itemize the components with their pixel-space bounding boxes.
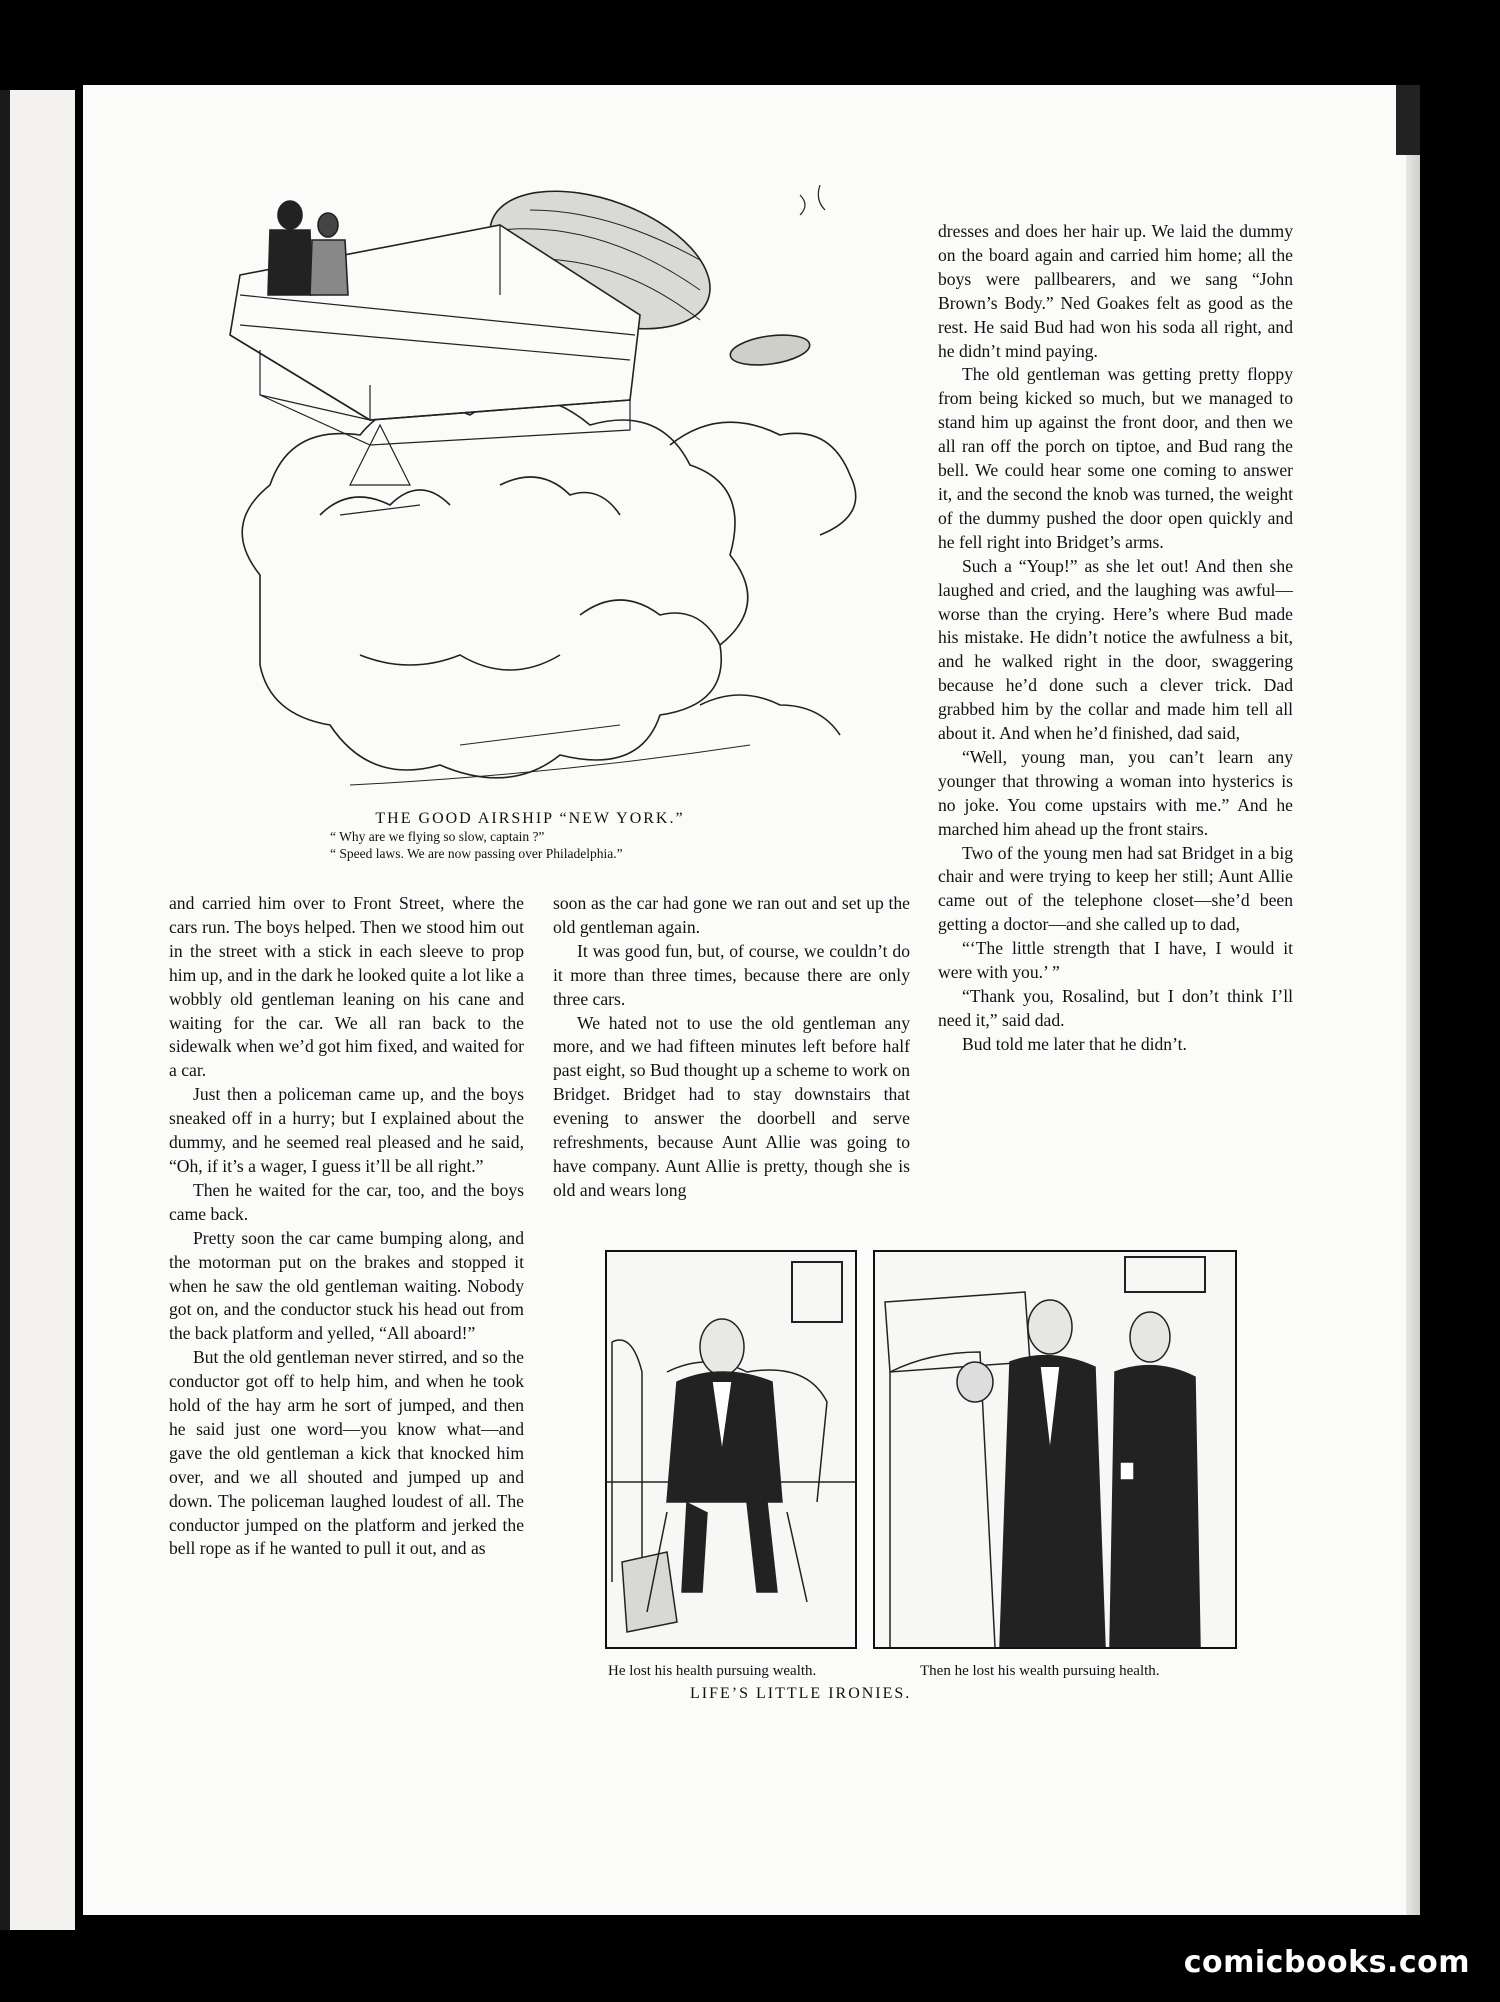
airship-caption <box>330 810 890 862</box>
paragraph: But the old gentleman never stirred, and so the conductor got off to help him, and when he took hold of the hay arm he sort of jumped, and then he said just one word—you know what—and gave the old gentleman a kick that knocked him over, and we all shouted and jumped up and down. The policeman laughed loudest of all. The conductor jumped on the platform and jerked the bell rope as if he wanted to pull it out, and as <box>169 1347 524 1559</box>
article-column-middle <box>553 892 910 1203</box>
paragraph: dresses and does her hair up. We laid the dummy on the board again and carried him home; all the boys were pallbearers, and we sang “John Brown’s Body.” Ned Goakes felt as good as the rest. He said Bud had won his soda all right, and he didn’t mind paying. <box>938 221 1293 361</box>
paragraph: It was good fun, but, of course, we couldn’t do it more than three times, because there are only three cars. <box>553 940 910 1009</box>
cartoon-caption-left: He lost his health pursuing wealth. <box>608 1663 817 1679</box>
paragraph: and carried him over to Front Street, where the cars run. The boys helped. Then we stood him out in the street with a stick in each sleeve to prop him up, and in the dark he looked quite a lot like a wobbly old gentleman leaning on his cane and waiting for the car. We all ran back to the sidewalk when we’d got him fixed, and waited for a car. <box>169 893 524 1081</box>
airship-caption-question: “ Why are we flying so slow, captain ?” <box>330 829 545 844</box>
paragraph: We hated not to use the old gentleman any more, and we had fifteen minutes left before half past eight, so Bud thought up a scheme to work on Bridget. Bridget had to stay downstairs that evening to answer the doorbell and serve refreshments, because Aunt Allie was going to have company. Aunt Allie is pretty, though she is old and wears long <box>553 1012 910 1200</box>
site-watermark: comicbooks.com <box>1183 1945 1470 1980</box>
paragraph: Pretty soon the car came bumping along, and the motorman put on the brakes and stopped it when he saw the old gentleman waiting. Nobody got on, and the conductor stuck his head out from the back platform and yelled, “All aboard!” <box>169 1227 524 1344</box>
article-column-left <box>169 892 524 1561</box>
cartoon-caption-right: Then he lost his wealth pursuing health. <box>920 1663 1160 1679</box>
paragraph: Such a “Youp!” as she let out! And then she laughed and cried, and the laughing was awful—worse than the crying. Here’s where Bud made his mistake. He didn’t notice the awfulness a bit, and he walked right in the door, swaggering because he’d done such a clever trick. Dad grabbed him by the collar and made him tell all about it. And when he’d finished, dad said, <box>938 555 1293 744</box>
paragraph: Two of the young men had sat Bridget in a big chair and were trying to keep her still; Aunt Allie came out of the telephone closet—she’d been getting a doctor—and she called up to dad, <box>938 842 1293 935</box>
airship-caption-answer: “ Speed laws. We are now passing over Philadelphia.” <box>330 846 623 861</box>
airship-illustration <box>200 185 900 800</box>
paragraph: The old gentleman was getting pretty floppy from being kicked so much, but we managed to stand him up against the front door, and then we all ran off the porch on tiptoe, and Bud rang the bell. We could hear some one coming to answer it, and the second the knob was turned, the weight of the dummy pushed the door open quickly and he fell right into Bridget’s arms. <box>938 364 1293 552</box>
article-column-right <box>938 220 1293 1057</box>
cartoon-panel-left <box>605 1250 857 1649</box>
paragraph: soon as the car had gone we ran out and set up the old gentleman again. <box>553 893 910 937</box>
paragraph: “Thank you, Rosalind, but I don’t think I’ll need it,” said dad. <box>938 986 1293 1030</box>
seated-man-drawing <box>607 1252 855 1647</box>
cartoon-panel-right <box>873 1250 1237 1649</box>
page-corner-tab <box>1396 85 1420 155</box>
cartoon-series-title: LIFE’S LITTLE IRONIES. <box>690 1685 912 1702</box>
paragraph: Just then a policeman came up, and the boys sneaked off in a hurry; but I explained about the dummy, and he seemed real pleased and he said, “Oh, if it’s a wager, I guess it’ll be all right.” <box>169 1084 524 1176</box>
doctor-visit-drawing <box>875 1252 1235 1647</box>
previous-page-edge <box>0 90 75 1930</box>
airship-caption-title: THE GOOD AIRSHIP “NEW YORK.” <box>375 810 685 827</box>
paragraph: Then he waited for the car, too, and the boys came back. <box>169 1179 524 1224</box>
paragraph: “Well, young man, you can’t learn any younger that throwing a woman into hysterics is no joke. You come upstairs with me.” And he marched him ahead up the front stairs. <box>938 746 1293 839</box>
paragraph: “‘The little strength that I have, I would it were with you.’ ” <box>938 938 1293 983</box>
paragraph: Bud told me later that he didn’t. <box>962 1033 1187 1054</box>
